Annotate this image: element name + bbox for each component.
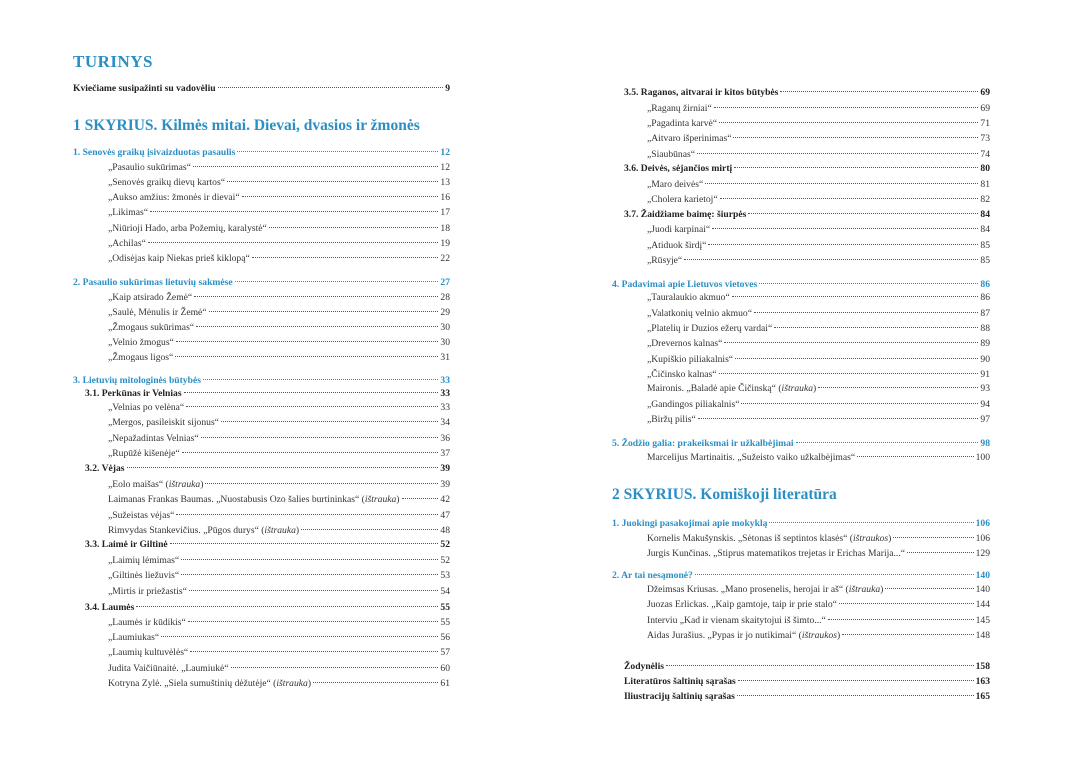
dot-leader bbox=[242, 195, 439, 197]
dot-leader bbox=[857, 455, 974, 457]
toc-subsection-entry[interactable] bbox=[73, 600, 450, 615]
dot-leader bbox=[227, 180, 438, 182]
entry-title: „Kupiškio piliakalnis“ bbox=[647, 354, 734, 365]
entry-page: 39 bbox=[440, 479, 450, 490]
entry-title: Žodynėlis bbox=[624, 661, 664, 672]
entry-page: 39 bbox=[440, 463, 450, 474]
entry-title: „Žmogaus sukūrimas“ bbox=[108, 322, 195, 333]
entry-title: „Atiduok širdį“ bbox=[647, 240, 707, 251]
entry-title: Rimvydas Stankevičius. „Pūgos durys“ (ištrauka) bbox=[108, 525, 300, 536]
entry-title: Kviečiame susipažinti su vadovėliu bbox=[73, 83, 216, 94]
entry-page: 158 bbox=[975, 661, 990, 672]
entry-title: 3.7. Žaidžiame baimę: šiurpės bbox=[624, 209, 747, 220]
dot-leader bbox=[769, 521, 973, 523]
entry-title: „Valatkonių velnio akmuo“ bbox=[647, 308, 752, 319]
dot-leader bbox=[839, 602, 974, 604]
dot-leader bbox=[181, 558, 438, 560]
entry-page: 85 bbox=[980, 240, 990, 251]
toc-entry[interactable] bbox=[73, 190, 450, 205]
entry-page: 56 bbox=[440, 632, 450, 643]
entry-title: „Laumės ir kūdikis“ bbox=[108, 617, 186, 628]
toc-heading: TURINYS bbox=[73, 52, 154, 71]
entry-title: „Aukso amžius: žmonės ir dievai“ bbox=[108, 192, 240, 203]
entry-page: 106 bbox=[975, 518, 990, 529]
entry-page: 86 bbox=[980, 292, 990, 303]
toc-entry[interactable] bbox=[612, 659, 990, 674]
dot-leader bbox=[842, 633, 973, 635]
toc-entry[interactable] bbox=[73, 523, 450, 538]
entry-page: 52 bbox=[440, 539, 450, 550]
dot-leader bbox=[184, 391, 439, 393]
entry-page: 80 bbox=[980, 163, 990, 174]
entry-title: „Maro deivės“ bbox=[647, 179, 704, 190]
toc-subsection-entry[interactable] bbox=[612, 207, 990, 222]
entry-page: 165 bbox=[975, 691, 990, 702]
entry-page: 16 bbox=[440, 192, 450, 203]
entry-page: 86 bbox=[980, 279, 990, 290]
entry-title: „Rupūžė kišenėje“ bbox=[108, 448, 180, 459]
entry-title: Judita Vaičiūnaitė. „Laumiukė“ bbox=[108, 663, 229, 674]
entry-title: „Odisėjas kaip Niekas prieš kiklopą“ bbox=[108, 253, 250, 264]
entry-title: 5. Žodžio galia: prakeiksmai ir užkalbėjimai bbox=[612, 438, 794, 449]
entry-title: „Giltinės liežuvis“ bbox=[108, 570, 180, 581]
entry-page: 12 bbox=[440, 162, 450, 173]
entry-title: „Velnias po velėna“ bbox=[108, 402, 185, 413]
entry-page: 61 bbox=[440, 678, 450, 689]
entry-title: „Sužeistas vėjas“ bbox=[108, 510, 175, 521]
entry-title: „Laumių kultuvėlės“ bbox=[108, 647, 189, 658]
toc-section-entry[interactable] bbox=[612, 516, 990, 531]
toc-entry[interactable] bbox=[612, 101, 990, 116]
dot-leader bbox=[301, 528, 438, 530]
toc-entry[interactable] bbox=[612, 531, 990, 546]
dot-leader bbox=[194, 295, 438, 297]
entry-title: „Rūsyje“ bbox=[647, 255, 683, 266]
entry-page: 140 bbox=[975, 584, 990, 595]
toc-entry[interactable] bbox=[612, 222, 990, 237]
dot-leader bbox=[150, 210, 438, 212]
dot-leader bbox=[828, 618, 974, 620]
toc-entry[interactable] bbox=[73, 508, 450, 523]
dot-leader bbox=[712, 227, 978, 229]
entry-page: 33 bbox=[440, 375, 450, 386]
entry-page: 129 bbox=[975, 548, 990, 559]
entry-page: 91 bbox=[980, 369, 990, 380]
entry-title: „Čičinsko kalnas“ bbox=[647, 369, 717, 380]
entry-title: „Achilas“ bbox=[108, 238, 146, 249]
toc-entry[interactable] bbox=[612, 397, 990, 412]
toc-entry[interactable] bbox=[612, 367, 990, 382]
entry-page: 48 bbox=[440, 525, 450, 536]
dot-leader bbox=[734, 166, 978, 168]
dot-leader bbox=[252, 256, 439, 258]
dot-leader bbox=[737, 694, 974, 696]
toc-entry[interactable] bbox=[612, 238, 990, 253]
entry-title: „Senovės graikų dievų kartos“ bbox=[108, 177, 225, 188]
entry-title: „Eolo maišas“ (ištrauka) bbox=[108, 479, 204, 490]
dot-leader bbox=[161, 635, 438, 637]
entry-title: Literatūros šaltinių sąrašas bbox=[624, 676, 736, 687]
dot-leader bbox=[885, 587, 973, 589]
toc-entry[interactable] bbox=[612, 253, 990, 268]
toc-entry[interactable] bbox=[73, 415, 450, 430]
toc-entry[interactable] bbox=[73, 400, 450, 415]
dot-leader bbox=[176, 340, 439, 342]
entry-page: 55 bbox=[440, 617, 450, 628]
dot-leader bbox=[780, 90, 978, 92]
toc-entry[interactable] bbox=[612, 147, 990, 162]
entry-title: „Aitvaro išperinimas“ bbox=[647, 133, 732, 144]
entry-page: 28 bbox=[440, 292, 450, 303]
entry-title: „Saulė, Mėnulis ir Žemė“ bbox=[108, 307, 207, 318]
chapter-1-heading: 1 SKYRIUS. Kilmės mitai. Dievai, dvasios ir žmonės bbox=[73, 117, 420, 134]
entry-title: 1. Senovės graikų įsivaizduotas pasaulis bbox=[73, 147, 236, 158]
dot-leader bbox=[181, 573, 438, 575]
toc-entry[interactable] bbox=[73, 630, 450, 645]
entry-title: Iliustracijų šaltinių sąrašas bbox=[624, 691, 735, 702]
dot-leader bbox=[735, 357, 978, 359]
dot-leader bbox=[733, 136, 978, 138]
entry-page: 54 bbox=[440, 586, 450, 597]
dot-leader bbox=[170, 542, 439, 544]
dot-leader bbox=[196, 325, 438, 327]
entry-title: „Likimas“ bbox=[108, 207, 148, 218]
entry-title: „Cholera karietoj“ bbox=[647, 194, 718, 205]
dot-leader bbox=[235, 280, 439, 282]
entry-title: 3.1. Perkūnas ir Velnias bbox=[85, 388, 182, 399]
dot-leader bbox=[269, 226, 439, 228]
entry-title: 3.5. Raganos, aitvarai ir kitos būtybės bbox=[624, 87, 779, 98]
entry-title: Maironis. „Baladė apie Čičinską“ (ištrauka) bbox=[647, 383, 817, 394]
dot-leader bbox=[724, 341, 978, 343]
entry-page: 33 bbox=[440, 402, 450, 413]
dot-leader bbox=[741, 402, 978, 404]
entry-title: Džeimsas Kriusas. „Mano prosenelis, herojai ir aš“ (ištrauka) bbox=[647, 584, 884, 595]
entry-page: 42 bbox=[440, 494, 450, 505]
toc-entry[interactable] bbox=[73, 492, 450, 507]
dot-leader bbox=[698, 417, 979, 419]
toc-entry[interactable] bbox=[73, 350, 450, 365]
toc-entry[interactable] bbox=[612, 321, 990, 336]
dot-leader bbox=[759, 282, 978, 284]
dot-leader bbox=[684, 258, 978, 260]
toc-entry[interactable] bbox=[73, 160, 450, 175]
entry-title: 3. Lietuvių mitologinės būtybės bbox=[73, 375, 201, 386]
entry-page: 84 bbox=[980, 224, 990, 235]
entry-page: 73 bbox=[980, 133, 990, 144]
entry-title: Aidas Jurašius. „Pypas ir jo nutikimai“ (ištraukos) bbox=[647, 630, 841, 641]
entry-page: 98 bbox=[980, 438, 990, 449]
entry-page: 94 bbox=[980, 399, 990, 410]
toc-entry[interactable] bbox=[73, 615, 450, 630]
toc-entry[interactable] bbox=[73, 305, 450, 320]
dot-leader bbox=[907, 551, 974, 553]
entry-title: Laimanas Frankas Baumas. „Nuostabusis Ozo šalies burtininkas“ (ištrauka) bbox=[108, 494, 400, 505]
toc-entry[interactable] bbox=[612, 613, 990, 628]
entry-page: 145 bbox=[975, 615, 990, 626]
entry-title: „Nepažadintas Velnias“ bbox=[108, 433, 199, 444]
toc-subsection-entry[interactable] bbox=[73, 386, 450, 401]
toc-entry[interactable] bbox=[612, 116, 990, 131]
entry-title: 3.2. Vėjas bbox=[85, 463, 125, 474]
entry-page: 30 bbox=[440, 322, 450, 333]
toc-section-entry[interactable] bbox=[73, 275, 450, 290]
entry-title: „Juodi karpinai“ bbox=[647, 224, 711, 235]
entry-page: 85 bbox=[980, 255, 990, 266]
toc-entry[interactable] bbox=[73, 251, 450, 266]
toc-entry[interactable] bbox=[612, 131, 990, 146]
entry-title: „Laimių lėmimas“ bbox=[108, 555, 180, 566]
entry-title: „Pasaulio sukūrimas“ bbox=[108, 162, 191, 173]
entry-page: 74 bbox=[980, 149, 990, 160]
dot-leader bbox=[190, 650, 438, 652]
entry-title: „Siaubūnas“ bbox=[647, 149, 695, 160]
dot-leader bbox=[205, 482, 438, 484]
toc-subsection-entry[interactable] bbox=[612, 161, 990, 176]
entry-title: 3.3. Laimė ir Giltinė bbox=[85, 539, 168, 550]
toc-entry[interactable] bbox=[73, 446, 450, 461]
entry-title: „Pagadinta karvė“ bbox=[647, 118, 718, 129]
entry-page: 88 bbox=[980, 323, 990, 334]
entry-page: 140 bbox=[975, 570, 990, 581]
toc-section-entry[interactable] bbox=[612, 568, 990, 583]
toc-entry[interactable] bbox=[73, 320, 450, 335]
toc-entry[interactable] bbox=[73, 553, 450, 568]
dot-leader bbox=[695, 573, 974, 575]
dot-leader bbox=[754, 311, 978, 313]
entry-page: 106 bbox=[975, 533, 990, 544]
dot-leader bbox=[201, 436, 439, 438]
dot-leader bbox=[714, 106, 979, 108]
dot-leader bbox=[209, 310, 439, 312]
dot-leader bbox=[719, 372, 979, 374]
entry-page: 9 bbox=[445, 83, 450, 94]
entry-page: 89 bbox=[980, 338, 990, 349]
entry-title: „Velnio žmogus“ bbox=[108, 337, 174, 348]
toc-entry-intro[interactable] bbox=[73, 81, 450, 96]
dot-leader bbox=[237, 150, 438, 152]
entry-title: „Mergos, pasileiskit sijonus“ bbox=[108, 417, 219, 428]
dot-leader bbox=[774, 326, 978, 328]
toc-entry[interactable] bbox=[612, 306, 990, 321]
entry-page: 163 bbox=[975, 676, 990, 687]
toc-entry[interactable] bbox=[612, 450, 990, 465]
entry-page: 12 bbox=[440, 147, 450, 158]
dot-leader bbox=[719, 121, 978, 123]
toc-entry[interactable] bbox=[73, 431, 450, 446]
dot-leader bbox=[738, 679, 974, 681]
entry-page: 57 bbox=[440, 647, 450, 658]
dot-leader bbox=[218, 86, 444, 88]
dot-leader bbox=[893, 536, 973, 538]
dot-leader bbox=[708, 243, 978, 245]
entry-page: 55 bbox=[440, 602, 450, 613]
toc-entry[interactable] bbox=[73, 676, 450, 691]
entry-page: 30 bbox=[440, 337, 450, 348]
entry-title: 3.4. Laumės bbox=[85, 602, 135, 613]
entry-page: 34 bbox=[440, 417, 450, 428]
dot-leader bbox=[705, 182, 978, 184]
toc-entry[interactable] bbox=[612, 628, 990, 643]
dot-leader bbox=[402, 497, 439, 499]
entry-page: 47 bbox=[440, 510, 450, 521]
toc-entry[interactable] bbox=[73, 221, 450, 236]
toc-entry[interactable] bbox=[612, 674, 990, 689]
dot-leader bbox=[697, 152, 978, 154]
toc-entry[interactable] bbox=[73, 175, 450, 190]
dot-leader bbox=[732, 295, 979, 297]
toc-entry[interactable] bbox=[612, 546, 990, 561]
dot-leader bbox=[186, 405, 438, 407]
entry-title: Jurgis Kunčinas. „Stiprus matematikos trejetas ir Erichas Marija...“ bbox=[647, 548, 905, 559]
dot-leader bbox=[176, 513, 438, 515]
entry-page: 82 bbox=[980, 194, 990, 205]
entry-title: „Kaip atsirado Žemė“ bbox=[108, 292, 193, 303]
dot-leader bbox=[203, 378, 438, 380]
toc-entry[interactable] bbox=[612, 412, 990, 427]
chapter-2-heading: 2 SKYRIUS. Komiškoji literatūra bbox=[612, 486, 837, 503]
dot-leader bbox=[221, 420, 438, 422]
entry-page: 97 bbox=[980, 414, 990, 425]
toc-entry[interactable] bbox=[612, 177, 990, 192]
entry-page: 100 bbox=[975, 452, 990, 463]
entry-title: Marcelijus Martinaitis. „Sužeisto vaiko užkalbėjimas“ bbox=[647, 452, 856, 463]
entry-page: 69 bbox=[980, 103, 990, 114]
entry-page: 148 bbox=[975, 630, 990, 641]
entry-title: Juozas Erlickas. „Kaip gamtoje, taip ir prie stalo“ bbox=[647, 599, 837, 610]
toc-entry[interactable] bbox=[73, 205, 450, 220]
entry-title: 1. Juokingi pasakojimai apie mokyklą bbox=[612, 518, 768, 529]
entry-title: Interviu „Kad ir vienam skaitytojui iš šimto...“ bbox=[647, 615, 826, 626]
entry-title: Kornelis Makušynskis. „Sėtonas iš septintos klasės“ (ištraukos) bbox=[647, 533, 892, 544]
toc-entry[interactable] bbox=[73, 568, 450, 583]
entry-page: 87 bbox=[980, 308, 990, 319]
entry-page: 36 bbox=[440, 433, 450, 444]
toc-entry[interactable] bbox=[612, 352, 990, 367]
entry-title: „Biržų pilis“ bbox=[647, 414, 696, 425]
toc-entry[interactable] bbox=[612, 336, 990, 351]
toc-entry[interactable] bbox=[612, 192, 990, 207]
entry-title: „Niūrioji Hado, arba Požemių, karalystė“ bbox=[108, 223, 267, 234]
toc-entry[interactable] bbox=[612, 689, 990, 704]
entry-page: 33 bbox=[440, 388, 450, 399]
dot-leader bbox=[818, 386, 978, 388]
toc-entry[interactable] bbox=[73, 290, 450, 305]
dot-leader bbox=[666, 664, 974, 666]
entry-page: 27 bbox=[440, 277, 450, 288]
dot-leader bbox=[748, 212, 978, 214]
entry-title: „Gandingos piliakalnis“ bbox=[647, 399, 740, 410]
dot-leader bbox=[182, 451, 439, 453]
entry-title: 2. Ar tai nesąmonė? bbox=[612, 570, 693, 581]
entry-page: 13 bbox=[440, 177, 450, 188]
entry-page: 93 bbox=[980, 383, 990, 394]
entry-page: 60 bbox=[440, 663, 450, 674]
dot-leader bbox=[188, 620, 439, 622]
dot-leader bbox=[127, 466, 439, 468]
entry-title: „Mirtis ir priežastis“ bbox=[108, 586, 187, 597]
toc-entry[interactable] bbox=[612, 582, 990, 597]
dot-leader bbox=[175, 355, 438, 357]
entry-title: 3.6. Deivės, sėjančios mirtį bbox=[624, 163, 733, 174]
entry-page: 18 bbox=[440, 223, 450, 234]
toc-entry[interactable] bbox=[612, 597, 990, 612]
toc-entry[interactable] bbox=[612, 290, 990, 305]
toc-entry[interactable] bbox=[73, 645, 450, 660]
entry-page: 17 bbox=[440, 207, 450, 218]
entry-page: 29 bbox=[440, 307, 450, 318]
entry-page: 144 bbox=[975, 599, 990, 610]
entry-title: „Žmogaus ligos“ bbox=[108, 352, 174, 363]
dot-leader bbox=[720, 197, 979, 199]
dot-leader bbox=[796, 441, 979, 443]
entry-title: „Raganų žirniai“ bbox=[647, 103, 712, 114]
entry-page: 71 bbox=[980, 118, 990, 129]
dot-leader bbox=[136, 605, 438, 607]
entry-title: „Laumiukas“ bbox=[108, 632, 160, 643]
entry-title: „Drevernos kalnas“ bbox=[647, 338, 723, 349]
dot-leader bbox=[193, 165, 439, 167]
toc-entry[interactable] bbox=[612, 381, 990, 396]
dot-leader bbox=[231, 666, 439, 668]
toc-entry[interactable] bbox=[73, 661, 450, 676]
toc-section-entry[interactable] bbox=[612, 436, 990, 451]
entry-page: 31 bbox=[440, 352, 450, 363]
entry-page: 69 bbox=[980, 87, 990, 98]
dot-leader bbox=[148, 241, 439, 243]
toc-entry[interactable] bbox=[73, 584, 450, 599]
entry-title: 4. Padavimai apie Lietuvos vietoves bbox=[612, 279, 758, 290]
entry-page: 53 bbox=[440, 570, 450, 581]
entry-title: „Tauralaukio akmuo“ bbox=[647, 292, 730, 303]
toc-section-entry[interactable] bbox=[73, 145, 450, 160]
toc-entry[interactable] bbox=[73, 335, 450, 350]
entry-page: 52 bbox=[440, 555, 450, 566]
entry-page: 81 bbox=[980, 179, 990, 190]
entry-page: 90 bbox=[980, 354, 990, 365]
entry-page: 84 bbox=[980, 209, 990, 220]
toc-subsection-entry[interactable] bbox=[73, 537, 450, 552]
entry-page: 22 bbox=[440, 253, 450, 264]
entry-title: „Platelių ir Duzios ežerų vardai“ bbox=[647, 323, 773, 334]
toc-subsection-entry[interactable] bbox=[612, 85, 990, 100]
toc-entry[interactable] bbox=[73, 477, 450, 492]
entry-title: 2. Pasaulio sukūrimas lietuvių sakmėse bbox=[73, 277, 233, 288]
dot-leader bbox=[189, 589, 439, 591]
toc-subsection-entry[interactable] bbox=[73, 461, 450, 476]
toc-entry[interactable] bbox=[73, 236, 450, 251]
dot-leader bbox=[313, 681, 438, 683]
entry-page: 19 bbox=[440, 238, 450, 249]
entry-title: Kotryna Zylė. „Siela sumuštinių dėžutėje“ (ištrauka) bbox=[108, 678, 312, 689]
entry-page: 37 bbox=[440, 448, 450, 459]
